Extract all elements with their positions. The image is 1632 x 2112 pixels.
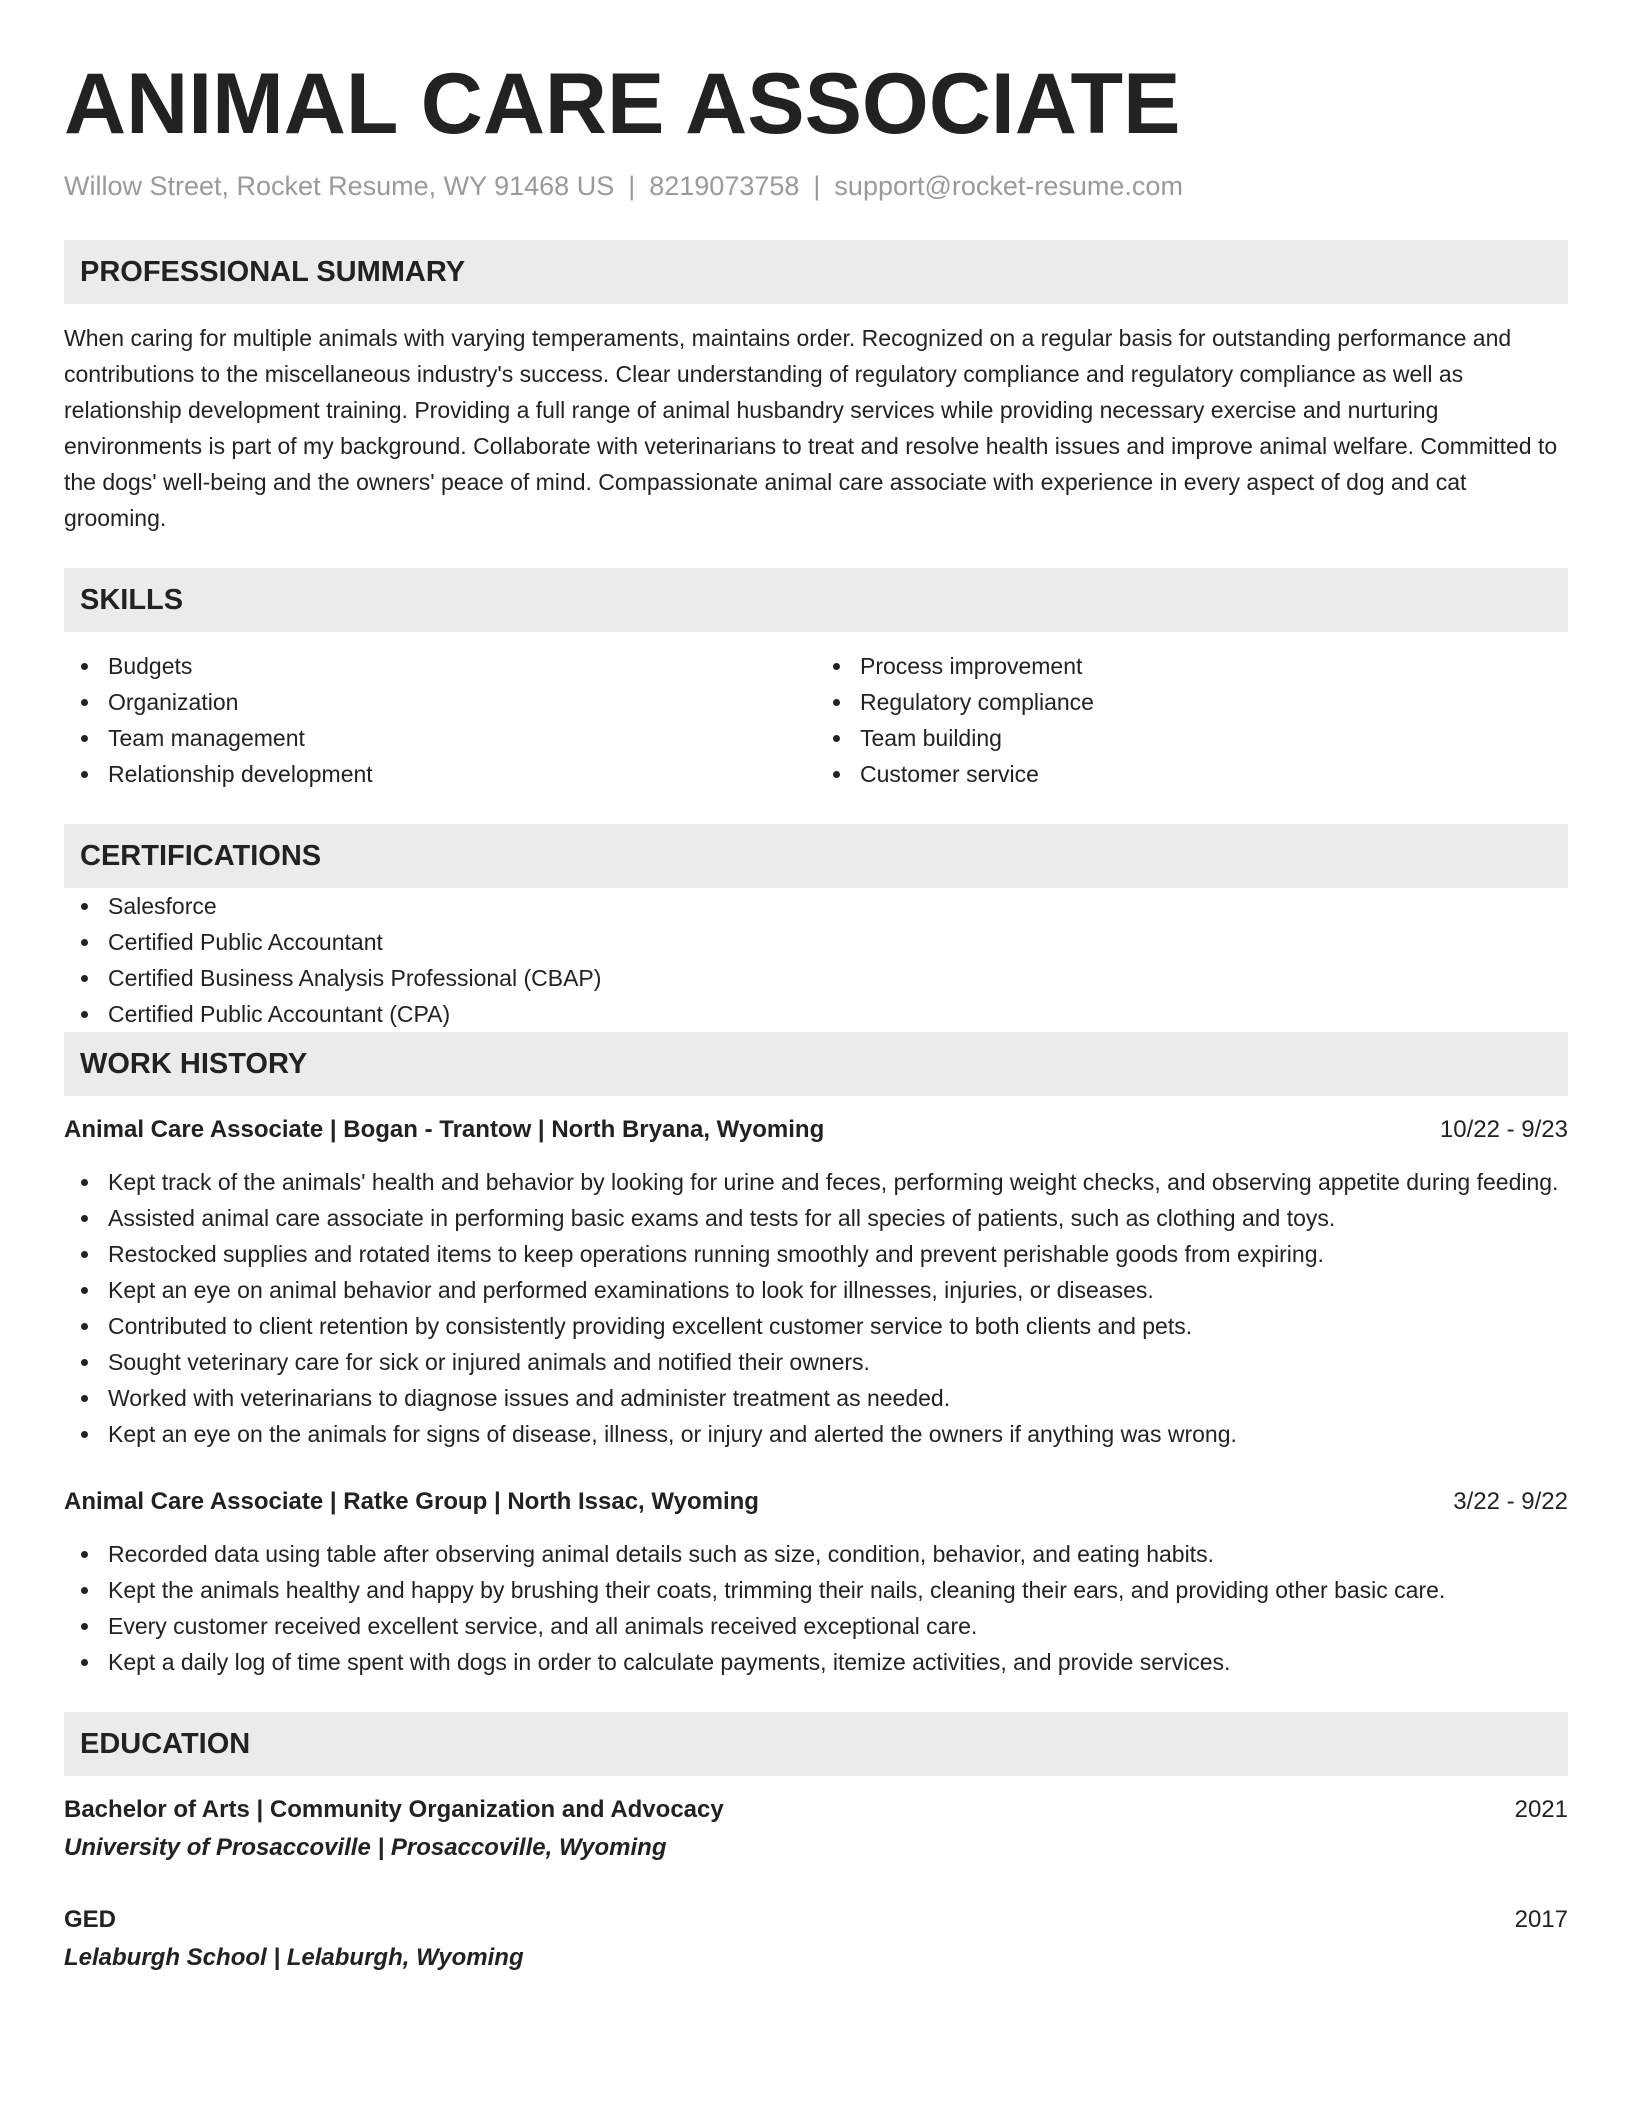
skill-item: Team building (860, 720, 1568, 756)
skill-item: Relationship development (108, 756, 816, 792)
job-bullet: Kept an eye on animal behavior and performed examinations to look for illnesses, injuries, or diseases. (108, 1272, 1568, 1308)
contact-separator: | (628, 171, 636, 201)
job-bullet: Worked with veterinarians to diagnose issues and administer treatment as needed. (108, 1380, 1568, 1416)
summary-section-header: PROFESSIONAL SUMMARY (64, 240, 1568, 304)
job-bullet: Kept the animals healthy and happy by brushing their coats, trimming their nails, cleaning their ears, and providing other basic care. (108, 1572, 1568, 1608)
job-header (64, 1112, 1568, 1148)
job-bullets (64, 1164, 1568, 1452)
job-header (64, 1484, 1568, 1520)
work-history-section-header: WORK HISTORY (64, 1032, 1568, 1096)
skill-item: Team management (108, 720, 816, 756)
job-heading: Animal Care Associate | Ratke Group | North Issac, Wyoming (64, 1488, 759, 1515)
skills-column-left (64, 648, 816, 792)
education-year: 2017 (1514, 1906, 1568, 1933)
job-bullet: Assisted animal care associate in performing basic exams and tests for all species of patients, such as clothing and toys. (108, 1200, 1568, 1236)
job-bullet: Contributed to client retention by consistently providing excellent customer service to both clients and pets. (108, 1308, 1568, 1344)
job-bullet: Kept a daily log of time spent with dogs in order to calculate payments, itemize activities, and provide services. (108, 1644, 1568, 1680)
skill-item: Regulatory compliance (860, 684, 1568, 720)
job-dates: 3/22 - 9/22 (1453, 1488, 1568, 1515)
education-school: Lelaburgh School | Lelaburgh, Wyoming (64, 1944, 524, 1971)
job-bullet: Kept track of the animals' health and behavior by looking for urine and feces, performing weight checks, and observing appetite during feeding. (108, 1164, 1568, 1200)
skills-section-header: SKILLS (64, 568, 1568, 632)
job-entry (64, 1484, 1568, 1680)
job-bullet: Sought veterinary care for sick or injured animals and notified their owners. (108, 1344, 1568, 1380)
contact-phone: 8219073758 (649, 171, 800, 201)
contact-line (64, 168, 1568, 204)
job-heading: Animal Care Associate | Bogan - Trantow | North Bryana, Wyoming (64, 1116, 825, 1143)
applicant-title: ANIMAL CARE ASSOCIATE (64, 56, 1181, 152)
skills-list (64, 648, 1568, 792)
skill-item: Budgets (108, 648, 816, 684)
education-section-header: EDUCATION (64, 1712, 1568, 1776)
education-year: 2021 (1514, 1796, 1568, 1823)
education-entry (64, 1902, 1568, 1976)
summary-text: When caring for multiple animals with varying temperaments, maintains order. Recognized on a regular basis for outstanding performance and contributions to the miscellaneous industry's success. Clear understanding of regulatory compliance and regulatory compliance as well as relationship development training. Providing a full range of animal husbandry services while providing necessary exercise and nurturing environments is part of my background. Collaborate with veterinarians to treat and resolve health issues and improve animal welfare. Committed to the dogs' well-being and the owners' peace of mind. Compassionate animal care associate with experience in every aspect of dog and cat grooming. (64, 325, 1558, 531)
contact-email: support@rocket-resume.com (834, 171, 1183, 201)
education-degree: Bachelor of Arts | Community Organization and Advocacy (64, 1796, 724, 1823)
job-entry (64, 1112, 1568, 1452)
education-degree: GED (64, 1906, 117, 1933)
certifications-list (64, 888, 1568, 1032)
certification-item: Certified Business Analysis Professional (CBAP) (108, 960, 1568, 996)
job-bullets (64, 1536, 1568, 1680)
job-bullet: Every customer received excellent service, and all animals received exceptional care. (108, 1608, 1568, 1644)
education-entry (64, 1792, 1568, 1866)
contact-separator: | (813, 171, 821, 201)
job-bullet: Kept an eye on the animals for signs of disease, illness, or injury and alerted the owners if anything was wrong. (108, 1416, 1568, 1452)
education-list (64, 1792, 1568, 1976)
contact-address: Willow Street, Rocket Resume, WY 91468 US (64, 171, 615, 201)
certification-item: Salesforce (108, 888, 1568, 924)
job-dates: 10/22 - 9/23 (1439, 1116, 1568, 1143)
job-bullet: Recorded data using table after observing animal details such as size, condition, behavior, and eating habits. (108, 1536, 1568, 1572)
skills-column-right (816, 648, 1568, 792)
education-header (64, 1902, 1568, 1938)
work-history-list (64, 1112, 1568, 1680)
job-bullet: Restocked supplies and rotated items to keep operations running smoothly and prevent perishable goods from expiring. (108, 1236, 1568, 1272)
certifications-section-header: CERTIFICATIONS (64, 824, 1568, 888)
skill-item: Organization (108, 684, 816, 720)
education-header (64, 1792, 1568, 1828)
skill-item: Customer service (860, 756, 1568, 792)
education-school: University of Prosaccoville | Prosaccoville, Wyoming (64, 1834, 667, 1861)
certification-item: Certified Public Accountant (CPA) (108, 996, 1568, 1032)
certification-item: Certified Public Accountant (108, 924, 1568, 960)
skill-item: Process improvement (860, 648, 1568, 684)
